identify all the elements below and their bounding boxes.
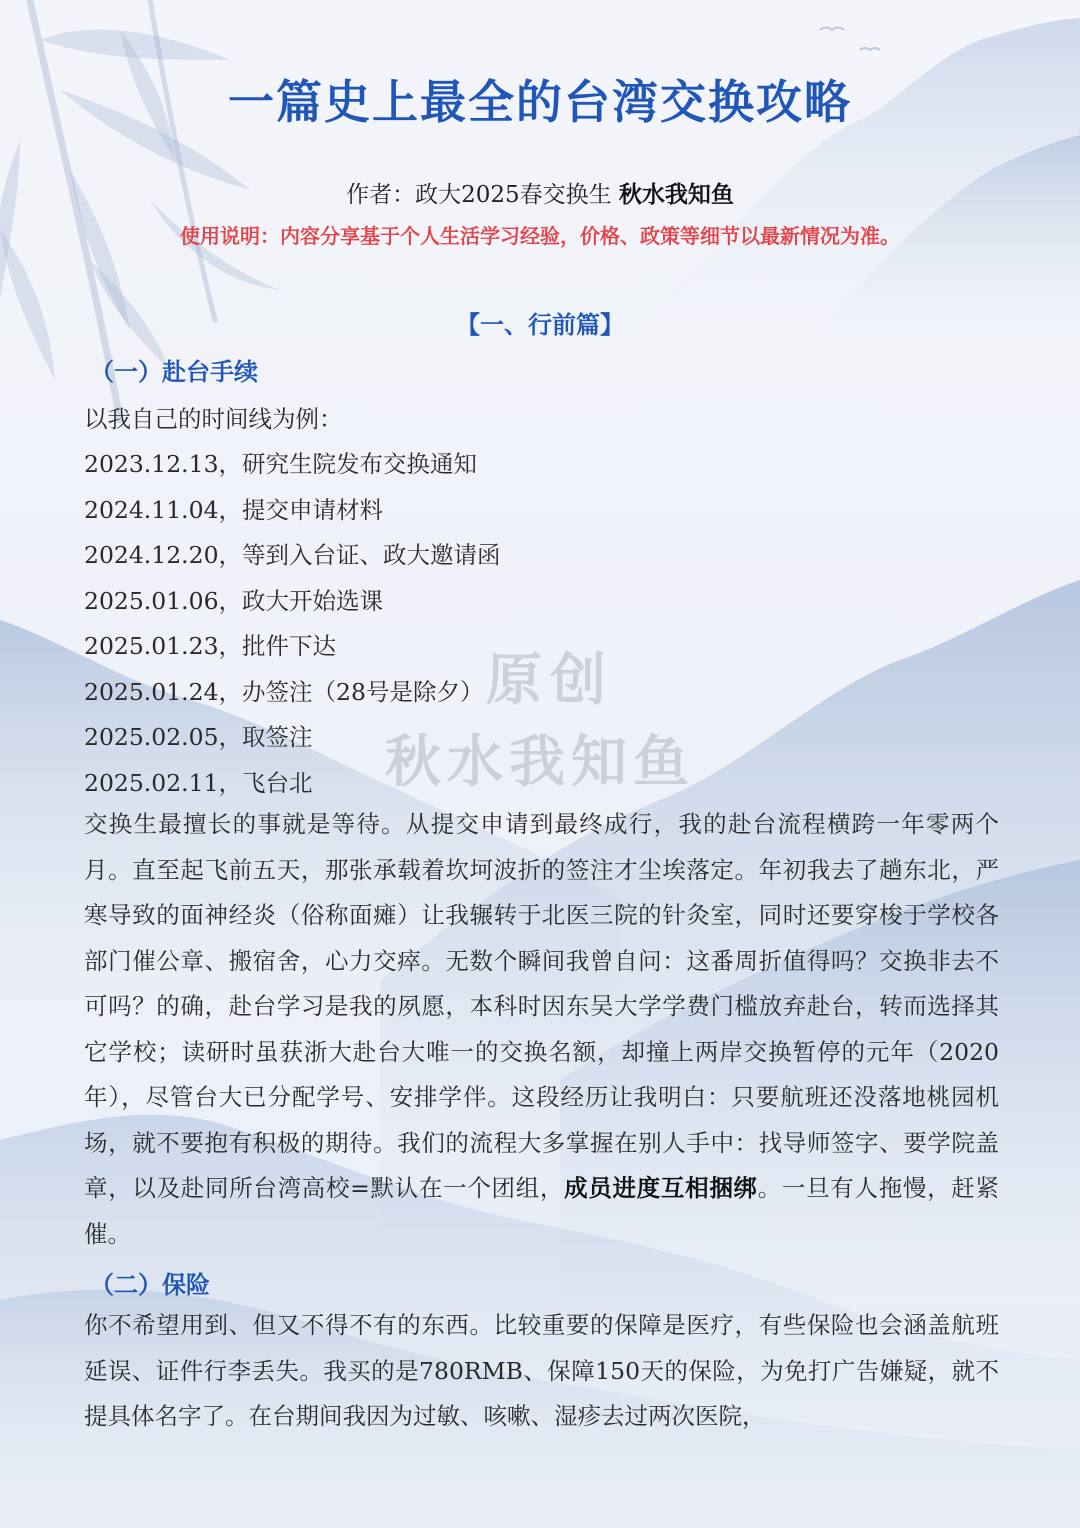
watermark-line-2: 秋水我知鱼 xyxy=(385,729,695,795)
timeline-item: 2025.01.06，政大开始选课 xyxy=(84,587,384,615)
author-name: 秋水我知鱼 xyxy=(618,181,734,208)
timeline-item: 2024.12.20，等到入台证、政大邀请函 xyxy=(84,541,501,569)
author-line xyxy=(0,176,1080,209)
timeline-item: 2025.01.23，批件下达 xyxy=(84,632,337,660)
paragraph-text: 交换生最擅长的事就是等待。从提交申请到最终成行，我的赴台流程横跨一年零两个月。直至起飞前五天，那张承载着坎坷波折的签注才尘埃落定。年初我去了趟东北，严寒导致的面神经炎（俗称面瘫）让我辗转于北医三院的针灸室，同时还要穿梭于学校各部门催公章、搬宿舍，心力交瘁。无数个瞬间我曾自问：这番周折值得吗？交换非去不可吗？的确，赴台学习是我的夙愿，本科时因东吴大学学费门槛放弃赴台，转而选择其它学校；读研时虽获浙大赴台大唯一的交换名额，却撞上两岸交换暂停的元年（2020年），尽管台大已分配学号、安排学伴。这段经历让我明白：只要航班还没落地桃园机场，就不要抱有积极的期待。我们的流程大多掌握在别人手中：找导师签字、要学院盖章，以及赴同所台湾高校=默认在一个团组， xyxy=(84,810,999,1202)
timeline-item: 2025.01.24，办签注（28号是除夕） xyxy=(84,678,484,706)
timeline-item: 2025.02.11，飞台北 xyxy=(84,769,313,797)
page-title: 一篇史上最全的台湾交换攻略 xyxy=(228,75,852,129)
section-title: 【一、行前篇】 xyxy=(456,310,624,339)
insurance-paragraph: 你不希望用到、但又不得不有的东西。比较重要的保障是医疗，有些保险也会涵盖航班延误、证件行李丢失。我买的是780RMB、保障150天的保险，为免打广告嫌疑，就不提具体名字了。在台期间我因为过敏、咳嗽、湿疹去过两次医院， xyxy=(84,1311,999,1430)
timeline-item: 2024.11.04，提交申请材料 xyxy=(84,496,384,524)
timeline-intro: 以我自己的时间线为例： xyxy=(84,405,343,433)
paragraph-text-tail: 。一旦有人拖慢，赶紧催。 xyxy=(84,1174,999,1248)
usage-notice: 使用说明：内容分享基于个人生活学习经验，价格、政策等细节以最新情况为准。 xyxy=(180,224,900,248)
watermark-line-1: 原创 xyxy=(486,647,614,713)
timeline-item: 2023.12.13，研究生院发布交换通知 xyxy=(84,450,478,478)
timeline-item: 2025.02.05，取签注 xyxy=(84,723,313,751)
procedures-paragraph xyxy=(84,802,999,1257)
paragraph-emphasis: 成员进度互相捆绑 xyxy=(564,1174,758,1202)
subsection-heading-insurance: （二）保险 xyxy=(90,1270,210,1299)
subsection-heading-procedures: （一）赴台手续 xyxy=(90,357,258,386)
author-prefix: 作者：政大2025春交换生 xyxy=(346,182,619,208)
